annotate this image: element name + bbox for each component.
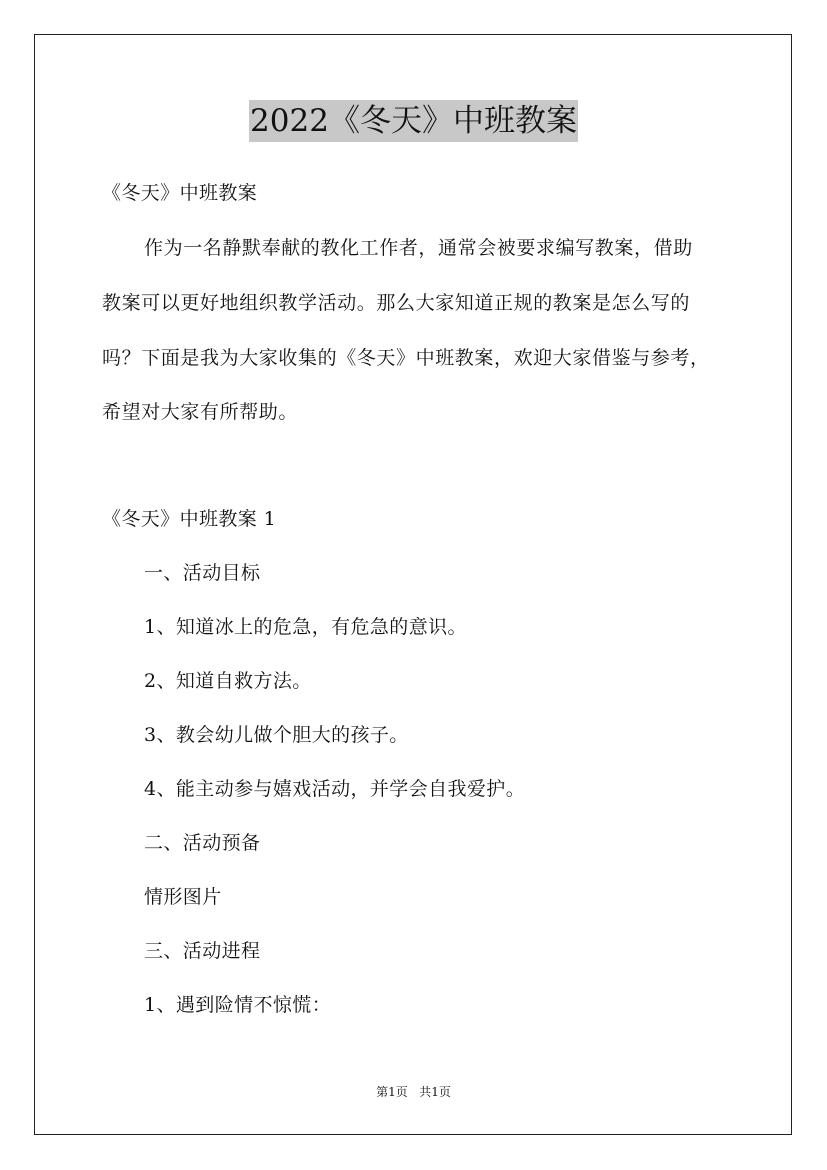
- section-title: 《冬天》中班教案 1: [102, 508, 277, 530]
- document-title: 2022《冬天》中班教案: [249, 100, 578, 142]
- list-item: 2、知道自救方法。: [144, 670, 312, 692]
- page-total: 共1页: [419, 1085, 451, 1099]
- list-item: 3、教会幼儿做个胆大的孩子。: [144, 724, 409, 746]
- list-item: 4、能主动参与嬉戏活动，并学会自我爱护。: [144, 778, 526, 800]
- intro-line: 作为一名静默奉献的教化工作者，通常会被要求编写教案，借助: [144, 237, 693, 259]
- list-item: 情形图片: [144, 886, 222, 908]
- intro-line: 教案可以更好地组织教学活动。那么大家知道正规的教案是怎么写的: [102, 292, 691, 314]
- list-item: 三、活动进程: [144, 940, 261, 962]
- list-item: 1、知道冰上的危急，有危急的意识。: [144, 616, 467, 638]
- page-number: 第1页: [376, 1085, 408, 1099]
- intro-line: 希望对大家有所帮助。: [102, 401, 299, 423]
- list-item: 1、遇到险情不惊慌：: [144, 994, 332, 1016]
- list-item: 一、活动目标: [144, 562, 261, 584]
- document-subtitle: 《冬天》中班教案: [102, 182, 258, 204]
- list-item: 二、活动预备: [144, 832, 261, 854]
- page-footer: [0, 1084, 827, 1100]
- intro-line: 吗？下面是我为大家收集的《冬天》中班教案，欢迎大家借鉴与参考，: [102, 347, 710, 369]
- title-container: [0, 100, 827, 142]
